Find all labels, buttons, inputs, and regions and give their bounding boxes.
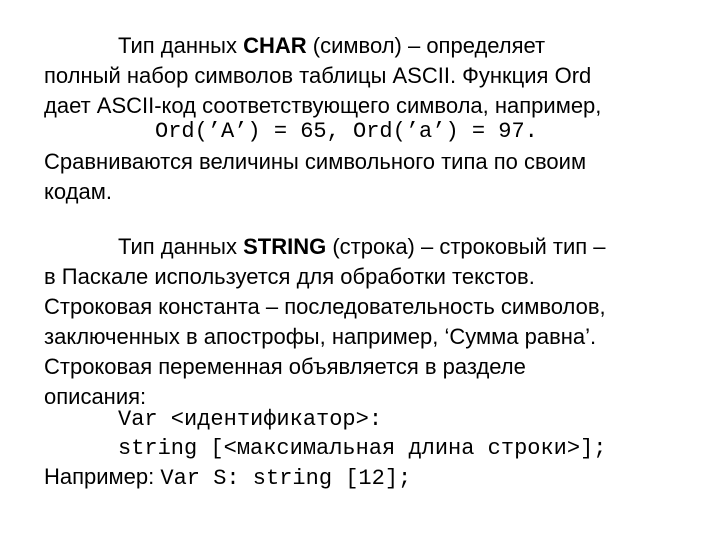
string-line-2: в Паскале используется для обработки текстов.	[44, 264, 535, 289]
string-line-3: Строковая константа – последовательность символов,	[44, 294, 606, 319]
char-definition-text: (символ) – определяет	[306, 33, 546, 58]
string-type-code: string [<максимальная длина строки>];	[118, 436, 607, 461]
example-label: Например:	[44, 464, 161, 489]
ord-code-example: Ord(’A’) = 65, Ord(’a’) = 97.	[155, 119, 538, 144]
string-line-4: заключенных в апострофы, например, ‘Сумма равна’.	[44, 324, 597, 349]
example-line	[44, 462, 411, 494]
string-keyword: STRING	[243, 234, 327, 259]
char-keyword: CHAR	[243, 33, 307, 58]
string-intro-text: Тип данных	[118, 234, 244, 259]
char-line-2: полный набор символов таблицы ASCII. Функция Ord	[44, 63, 592, 88]
string-definition-text: (строка) – строковый тип –	[326, 234, 606, 259]
string-line-6: описания:	[44, 384, 147, 409]
example-code: Var S: string [12];	[160, 466, 412, 491]
char-line-6: кодам.	[44, 179, 112, 204]
char-intro-text: Тип данных	[118, 33, 244, 58]
char-line-5: Сравниваются величины символьного типа по своим	[44, 149, 587, 174]
string-line-1	[118, 232, 606, 262]
char-line-1	[118, 31, 545, 61]
var-declaration-code: Var <идентификатор>:	[118, 407, 383, 432]
string-line-5: Строковая переменная объявляется в разделе	[44, 354, 526, 379]
char-line-3: дает ASCII-код соответствующего символа, например,	[44, 93, 602, 118]
